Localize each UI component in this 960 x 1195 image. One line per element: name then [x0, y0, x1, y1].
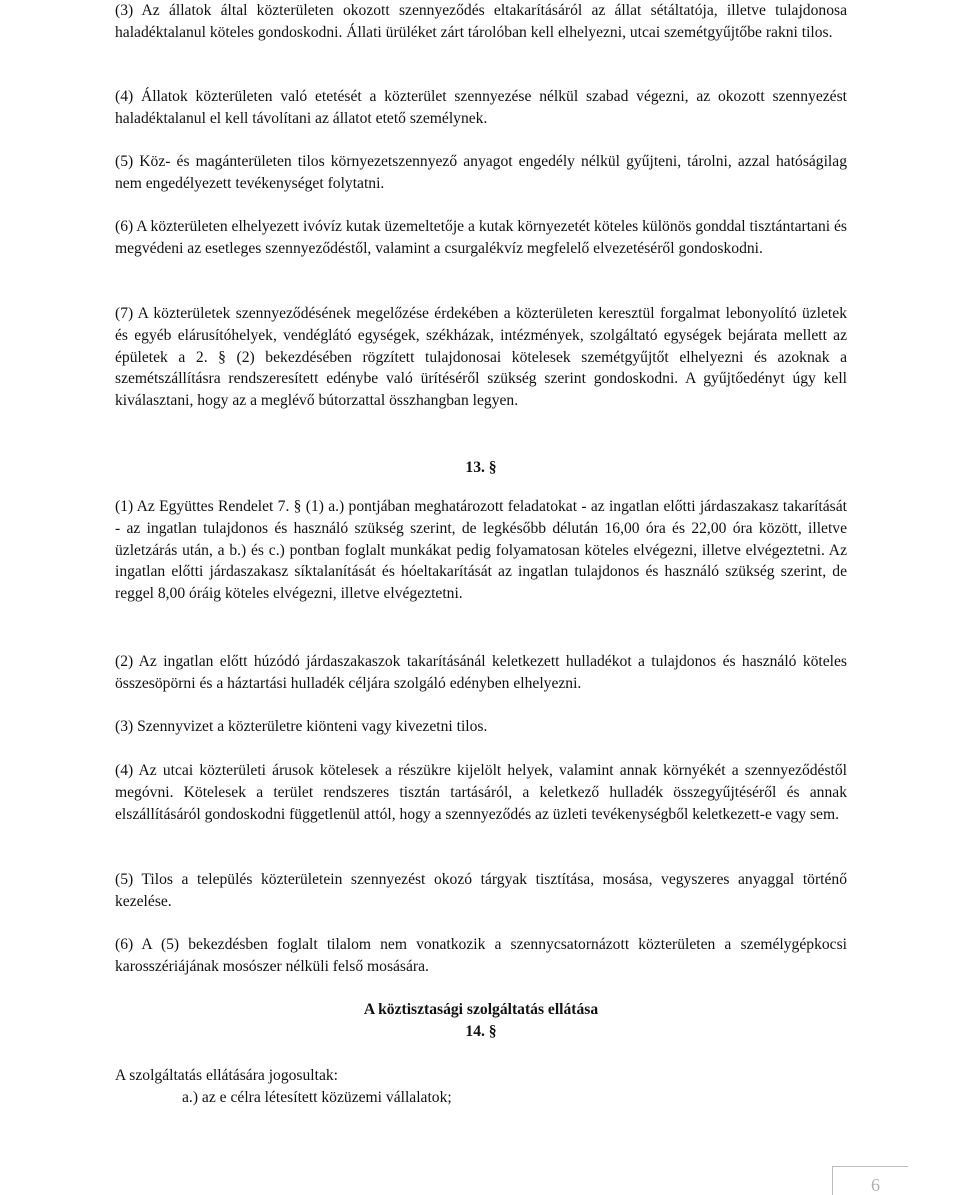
page-number: 6 [871, 1175, 880, 1195]
section-13-paragraph-2: (2) Az ingatlan előtt húzódó járdaszakaszok takarításánál keletkezett hulladékot a tulajdonos és használó köteles összesöpörni és a háztartási hulladék céljára szolgáló edényben elhelyezni. [115, 653, 847, 692]
paragraph-7: (7) A közterületek szennyeződésének megelőzése érdekében a közterületen keresztül forgalmat lebonyolító üzletek és egyéb elárusítóhelyek, vendéglátó egységek, székházak, intézmények, szolgáltató egységek bejárata mellett az épületek a 2. § (2) bekezdésében rögzített tulajdonosai kötelesek szemétgyűjtőt elhelyezni és azoknak a szemétszállításra rendszeresített edénybe való ürítéséről szükség szerint gondoskodni. A gyűjtőedényt úgy kell kiválasztani, hogy az a meglévő bútorzattal összhangban legyen. [115, 305, 847, 410]
service-item-a: a.) az e célra létesített közüzemi vállalatok; [182, 1089, 452, 1106]
paragraph-5: (5) Köz- és magánterületen tilos környezetszennyező anyagot engedély nélkül gyűjteni, tárolni, azzal hatóságilag nem engedélyezett tevékenységet folytatni. [115, 153, 847, 192]
paragraph-3: (3) Az állatok által közterületen okozott szennyeződés eltakarításáról az állat sétáltatója, illetve tulajdonosa haladéktalanul köteles gondoskodni. Állati ürüléket zárt tárolóban kell elhelyezni, utcai szemétgyűjtőbe rakni tilos. [115, 2, 847, 41]
page-number-box [832, 1166, 908, 1195]
paragraph-4: (4) Állatok közterületen való etetését a közterület szennyezése nélkül szabad végezni, az okozott szennyezést haladéktalanul el kell távolítani az állatot etető személynek. [115, 88, 847, 127]
section-13-paragraph-6: (6) A (5) bekezdésben foglalt tilalom nem vonatkozik a szennycsatornázott közterületen a személygépkocsi karosszériájának mosószer nélküli felső mosására. [115, 936, 847, 975]
section-13-heading: 13. § [465, 459, 497, 476]
section-13-paragraph-1: (1) Az Együttes Rendelet 7. § (1) a.) pontjában meghatározott feladatokat - az ingatlan előtti járdaszakasz takarítását - az ingatlan tulajdonos és használó szükség szerint, de legkésőbb délután 16,00 óra és 22,00 óra között, illetve üzletzárás után, a b.) és c.) pontban foglalt munkákat pedig folyamatosan köteles elvégezni, illetve elvégeztetni. Az ingatlan előtti járdaszakasz síktalanítását és hóeltakarítását az ingatlan tulajdonos és használó szükség szerint, de reggel 8,00 óráig köteles elvégezni, illetve elvégeztetni. [115, 498, 847, 603]
service-section-title: A köztisztasági szolgáltatás ellátása [363, 1001, 599, 1018]
service-intro: A szolgáltatás ellátására jogosultak: [115, 1067, 339, 1084]
section-13-paragraph-4: (4) Az utcai közterületi árusok kötelesek a részükre kijelölt helyek, valamint annak környékét a szennyeződéstől megóvni. Kötelesek a terület rendszeres tisztán tartásáról, a keletkező hulladék összegyűjtéséről és annak elszállításáról gondoskodni függetlenül attól, hogy a szennyeződés az üzleti tevékenységből keletkezett-e vagy sem. [115, 762, 847, 823]
section-13-paragraph-3: (3) Szennyvizet a közterületre kiönteni vagy kivezetni tilos. [115, 718, 488, 735]
section-13-paragraph-5: (5) Tilos a település közterületein szennyezést okozó tárgyak tisztítása, mosása, vegyszeres anyaggal történő kezelése. [115, 871, 847, 910]
section-14-heading: 14. § [465, 1023, 497, 1040]
paragraph-6: (6) A közterületen elhelyezett ivóvíz kutak üzemeltetője a kutak környezetét köteles különös gonddal tisztántartani és megvédeni az esetleges szennyeződéstől, valamint a csurgalékvíz megfelelő elvezetéséről gondoskodni. [115, 218, 847, 257]
